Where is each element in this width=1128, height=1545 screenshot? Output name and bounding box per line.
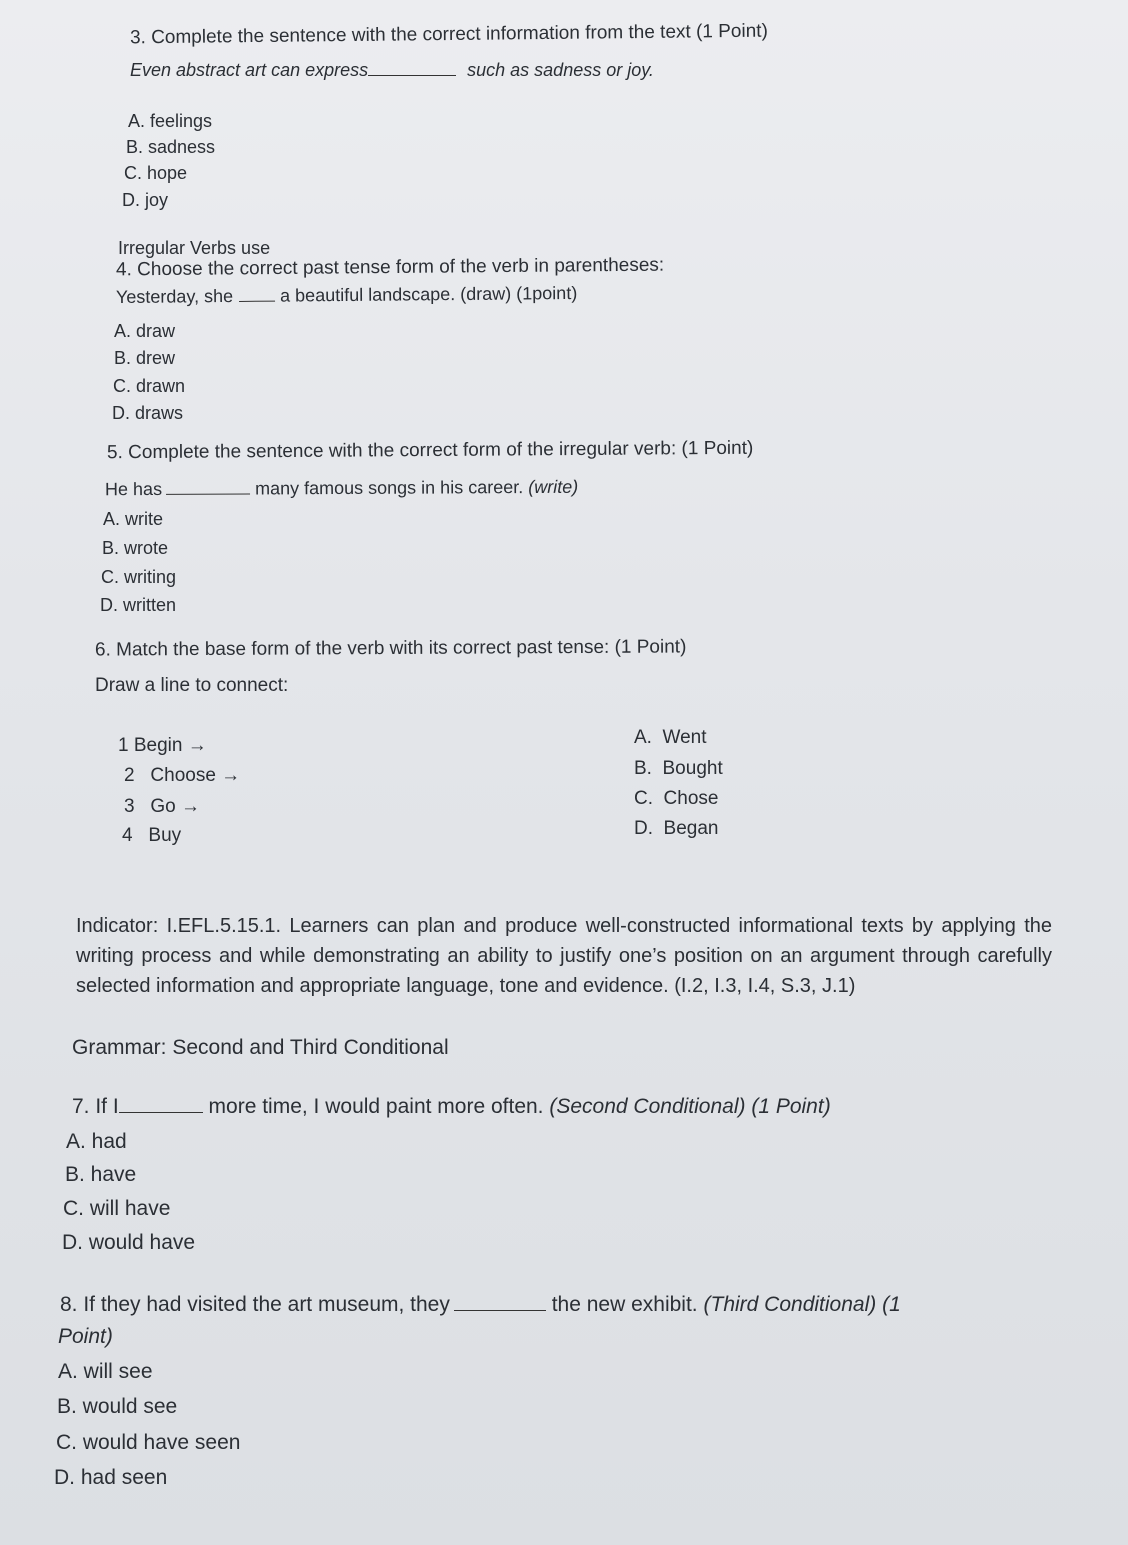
- q6-left-item-1[interactable]: 1 Begin →: [118, 735, 207, 756]
- q7-option-a[interactable]: A. had: [66, 1130, 127, 1153]
- q5-sentence: [105, 477, 578, 500]
- q7-hint: (Second Conditional) (1 Point): [549, 1095, 831, 1118]
- q4-sentence-before: Yesterday, she: [115, 285, 234, 308]
- q6-instruction: Draw a line to connect:: [95, 675, 289, 696]
- q7-blank[interactable]: [119, 1112, 203, 1113]
- q8-sentence-before: 8. If they had visited the art museum, they: [60, 1293, 450, 1316]
- q3-option-b[interactable]: B. sadness: [126, 137, 216, 157]
- q4-option-d[interactable]: D. draws: [112, 403, 184, 423]
- q7-option-c[interactable]: C. will have: [63, 1197, 171, 1220]
- q8-hint-line1: (Third Conditional) (1: [703, 1293, 901, 1316]
- q8-sentence-after: the new exhibit.: [551, 1293, 698, 1316]
- indicator-text: Indicator: I.EFL.5.15.1. Learners can plan and produce well-constructed informational texts by applying the writing process and while demonstrating an ability to justify one’s position on an argument through carefully selected information and appropriate language, tone and evidence. (I.2, I.3, I.4, S.3, J.1): [76, 915, 1052, 997]
- q5-option-d[interactable]: D. written: [100, 595, 177, 615]
- q8-sentence: [60, 1293, 901, 1317]
- q4-blank[interactable]: [239, 301, 275, 302]
- q3-sentence-before: Even abstract art can express: [130, 60, 369, 80]
- q7-option-b[interactable]: B. have: [65, 1163, 137, 1186]
- q4-option-b[interactable]: B. drew: [114, 348, 176, 368]
- q4-sentence: [116, 283, 577, 308]
- q4-title: 4. Choose the correct past tense form of the verb in parentheses:: [115, 254, 665, 281]
- q5-option-a[interactable]: A. write: [103, 509, 164, 529]
- q5-option-c[interactable]: C. writing: [101, 567, 177, 587]
- q3-option-a[interactable]: A. feelings: [128, 111, 213, 131]
- q3-option-c[interactable]: C. hope: [124, 163, 188, 183]
- q8-option-a[interactable]: A. will see: [58, 1360, 153, 1383]
- q5-option-b[interactable]: B. wrote: [102, 538, 169, 558]
- q7-sentence: [72, 1095, 831, 1119]
- q8-option-b[interactable]: B. would see: [57, 1395, 178, 1418]
- q6-left-item-3[interactable]: 3 Go →: [124, 796, 201, 817]
- q6-title: 6. Match the base form of the verb with its correct past tense: (1 Point): [94, 636, 687, 661]
- q6-right-item-d[interactable]: D. Began: [634, 818, 719, 839]
- q6-right-item-b[interactable]: B. Bought: [634, 758, 723, 779]
- q6-right-item-c[interactable]: C. Chose: [634, 788, 719, 809]
- q8-option-c[interactable]: C. would have seen: [56, 1431, 241, 1454]
- q5-sentence-after: many famous songs in his career.: [255, 477, 524, 499]
- q5-hint: (write): [528, 476, 579, 498]
- section-grammar: Grammar: Second and Third Conditional: [72, 1036, 449, 1059]
- q6-right-item-a[interactable]: A. Went: [634, 727, 707, 748]
- section-irregular-verbs: Irregular Verbs use: [118, 238, 271, 258]
- q8-blank[interactable]: [454, 1310, 546, 1311]
- q7-option-d[interactable]: D. would have: [62, 1231, 196, 1254]
- q6-left-item-2[interactable]: 2 Choose →: [124, 765, 241, 786]
- q8-option-d[interactable]: D. had seen: [54, 1466, 168, 1489]
- q7-sentence-after: more time, I would paint more often.: [208, 1095, 544, 1118]
- q4-option-c[interactable]: C. drawn: [113, 376, 186, 396]
- q3-title: 3. Complete the sentence with the correct information from the text (1 Point): [129, 20, 768, 49]
- q6-left-item-4[interactable]: 4 Buy: [122, 825, 182, 846]
- q3-sentence: [130, 60, 654, 81]
- q5-title: 5. Complete the sentence with the correct form of the irregular verb: (1 Point): [106, 437, 754, 464]
- q5-sentence-before: He has: [104, 478, 163, 500]
- q3-option-d[interactable]: D. joy: [122, 190, 169, 210]
- q3-sentence-after: such as sadness or joy.: [467, 60, 654, 80]
- q4-sentence-after: a beautiful landscape. (draw) (1point): [280, 282, 578, 306]
- q7-sentence-before: 7. If I: [72, 1095, 119, 1118]
- q8-hint-line2: Point): [58, 1325, 113, 1348]
- q5-blank[interactable]: [166, 493, 250, 494]
- q4-option-a[interactable]: A. draw: [114, 321, 176, 341]
- q3-blank[interactable]: [368, 75, 456, 76]
